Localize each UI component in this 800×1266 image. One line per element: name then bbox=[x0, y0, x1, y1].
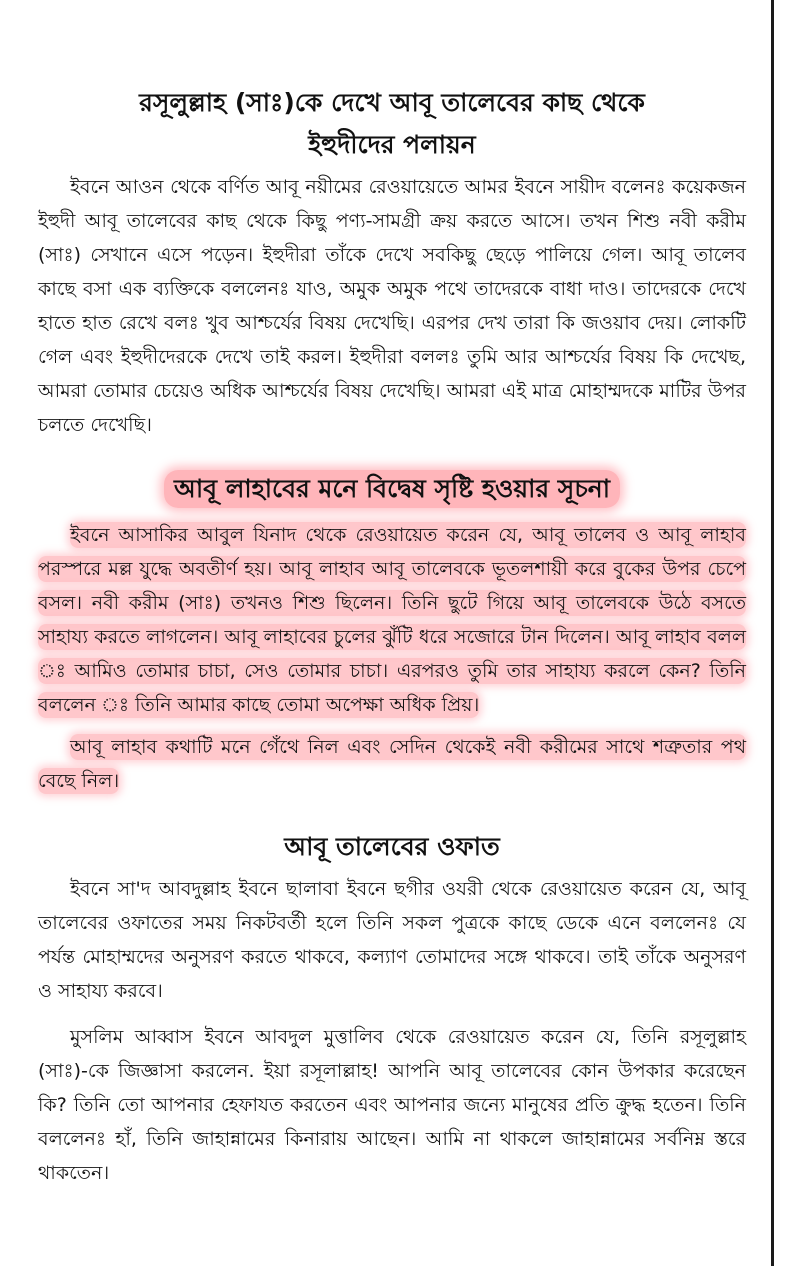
section-2-title: আবূ লাহাবের মনে বিদ্বেষ সৃষ্টি হওয়ার সূচনা bbox=[164, 470, 620, 508]
section-2-paragraph-2 bbox=[38, 730, 746, 798]
section-jews-flee bbox=[38, 82, 746, 442]
page-content bbox=[38, 82, 746, 1190]
section-abu-lahab-enmity bbox=[38, 468, 746, 798]
section-2-title-wrapper bbox=[38, 468, 746, 510]
section-3-paragraph-2: মুসলিম আব্বাস ইবনে আবদুল মুত্তালিব থেকে রেওয়ায়েত করেন যে, তিনি রসূলুল্লাহ (সাঃ)-কে জিজ্ঞাসা করলেন. ইয়া রসূলাল্লাহ! আপনি আবূ তালেবের কোন উপকার করেছেন কি? তিনি তো আপনার হেফাযত করতেন এবং আপনার জন্যে মানুষের প্রতি ক্রুদ্ধ হতেন। তিনি বললেনঃ হাঁ, তিনি জাহান্নামের কিনারায় আছেন। আমি না থাকলে জাহান্নামের সর্বনিম্ন স্তরে থাকতেন। bbox=[38, 1026, 746, 1184]
section-2-paragraph-1-text: ইবনে আসাকির আবুল যিনাদ থেকে রেওয়ায়েত করেন যে, আবূ তালেব ও আবূ লাহাব পরস্পরে মল্ল যুদ্ধে অবতীর্ণ হয়। আবূ লাহাব আবূ তালেবকে ভূতলশায়ী করে বুকের উপর চেপে বসল। নবী করীম (সাঃ) তখনও শিশু ছিলেন। তিনি ছুটে গিয়ে আবূ তালেবকে উঠে বসতে সাহায্য করতে লাগলেন। আবূ লাহাবের চুলের ঝুঁটি ধরে সজোরে টান দিলেন। আবূ লাহাব বলল ঃ আমিও তোমার চাচা, সেও তোমার চাচা। এরপরও তুমি তার সাহায্য করলে কেন? তিনি বললেন ঃ তিনি আমার কাছে তোমা অপেক্ষা অধিক প্রিয়। bbox=[38, 524, 746, 716]
section-2-paragraph-1 bbox=[38, 518, 746, 722]
page-binding-edge bbox=[771, 0, 774, 1266]
section-abu-talib-death bbox=[38, 826, 746, 1190]
section-1-paragraph: ইবনে আওন থেকে বর্ণিত আবূ নয়ীমের রেওয়ায়েতে আমর ইবনে সায়ীদ বলেনঃ কয়েকজন ইহুদী আবূ তালেবের কাছ থেকে কিছু পণ্য-সামগ্রী ক্রয় করতে আসে। তখন শিশু নবী করীম (সাঃ) সেখানে এসে পড়েন। ইহুদীরা তাঁকে দেখে সবকিছু ছেড়ে পালিয়ে গেল। আবূ তালেব কাছে বসা এক ব্যক্তিকে বললেনঃ যাও, অমুক অমুক পথে তাদেরকে বাধা দাও। তাদেরকে দেখে হাতে হাত রেখে বলঃ খুব আশ্চর্যের বিষয় দেখেছি। এরপর দেখ তারা কি জওয়াব দেয়। লোকটি গেল এবং ইহুদীদেরকে দেখে তাই করল। ইহুদীরা বললঃ তুমি আর আশ্চর্যের বিষয় কি দেখেছ, আমরা তোমার চেয়েও অধিক আশ্চর্যের বিষয় দেখেছি। আমরা এই মাত্র মোহাম্মদকে মাটির উপর চলতে দেখেছি। bbox=[38, 176, 746, 436]
section-1-title-line-1: রসূলুল্লাহ (সাঃ)কে দেখে আবূ তালেবের কাছ থেকে bbox=[139, 88, 645, 117]
section-3-paragraph-1: ইবনে সা'দ আবদুল্লাহ ইবনে ছালাবা ইবনে ছগীর ওযরী থেকে রেওয়ায়েত করেন যে, আবূ তালেবের ওফাতের সময় নিকটবর্তী হলে তিনি সকল পুত্রকে কাছে ডেকে এনে বললেনঃ যে পর্যন্ত মোহাম্মদের অনুসরণ করতে থাকবে, কল্যাণ তোমাদের সঙ্গে থাকবে। তাই তাঁকে অনুসরণ ও সাহায্য করবে। bbox=[38, 878, 746, 1002]
section-2-paragraph-2-text: আবূ লাহাব কথাটি মনে গেঁথে নিল এবং সেদিন থেকেই নবী করীমের সাথে শত্রুতার পথ বেছে নিল। bbox=[38, 736, 746, 792]
section-1-title-line-2: ইহুদীদের পলায়ন bbox=[308, 130, 476, 159]
section-3-title: আবূ তালেবের ওফাত bbox=[284, 832, 500, 861]
